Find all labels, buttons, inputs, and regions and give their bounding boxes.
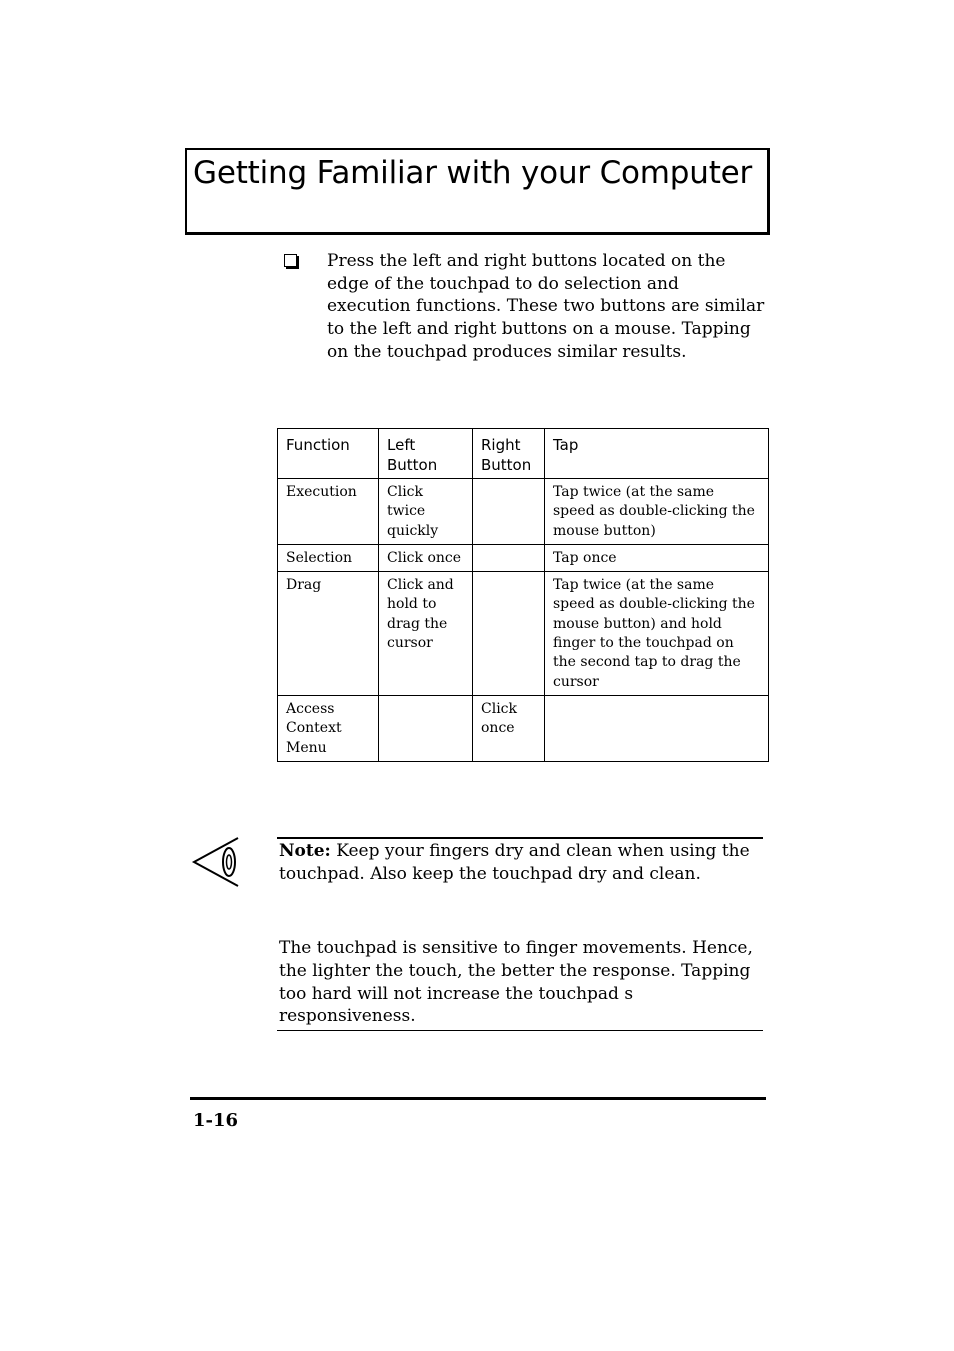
note-text-1: Keep your fingers dry and clean when using the touchpad. Also keep the touchpad dry and clean. [279,841,750,884]
note-paragraph-2: The touchpad is sensitive to finger movements. Hence, the lighter the touch, the better the response. Tapping too hard will not increase the touchpad s responsiveness. [279,938,753,1027]
table-cell: Click twice quickly [379,479,473,545]
note-bottom-rule [277,1030,763,1031]
table-cell: Drag [278,572,379,696]
touchpad-function-table [277,428,769,762]
note-label: Note: [279,841,331,861]
note-eye-icon [190,836,242,888]
bullet-text: Press the left and right buttons located on the edge of the touchpad to do selection and execution functions. These two buttons are similar to the left and right buttons on a mouse. Tapping on the touchpad produces similar results. [327,251,765,362]
table-cell: Click once [379,544,473,571]
table-cell: Tap twice (at the same speed as double-clicking the mouse button) and hold finger to the touchpad on the second tap to drag the cursor [545,572,769,696]
header-tap: Tap [545,429,769,479]
table-cell: Selection [278,544,379,571]
note-top-rule [277,837,763,839]
table-cell: Access Context Menu [278,695,379,761]
table-cell: Execution [278,479,379,545]
table-cell: Tap once [545,544,769,571]
table-cell: Tap twice (at the same speed as double-clicking the mouse button) [545,479,769,545]
table-cell [473,544,545,571]
table-row [278,479,769,545]
header-function: Function [278,429,379,479]
chapter-title-box [185,148,770,235]
table-cell [379,695,473,761]
note-paragraph-1 [279,840,759,886]
table-cell: Click and hold to drag the cursor [379,572,473,696]
page-number: 1-16 [193,1110,239,1131]
footer-rule [190,1097,766,1100]
table-row [278,572,769,696]
table-row [278,544,769,571]
table-cell: Click once [473,695,545,761]
chapter-title: Getting Familiar with your Computer [193,155,753,191]
table-cell [473,479,545,545]
table-row [278,695,769,761]
table-cell [545,695,769,761]
header-left-button: Left Button [379,429,473,479]
checkbox-bullet-icon [284,254,297,267]
table-cell [473,572,545,696]
table-header-row [278,429,769,479]
header-right-button: Right Button [473,429,545,479]
